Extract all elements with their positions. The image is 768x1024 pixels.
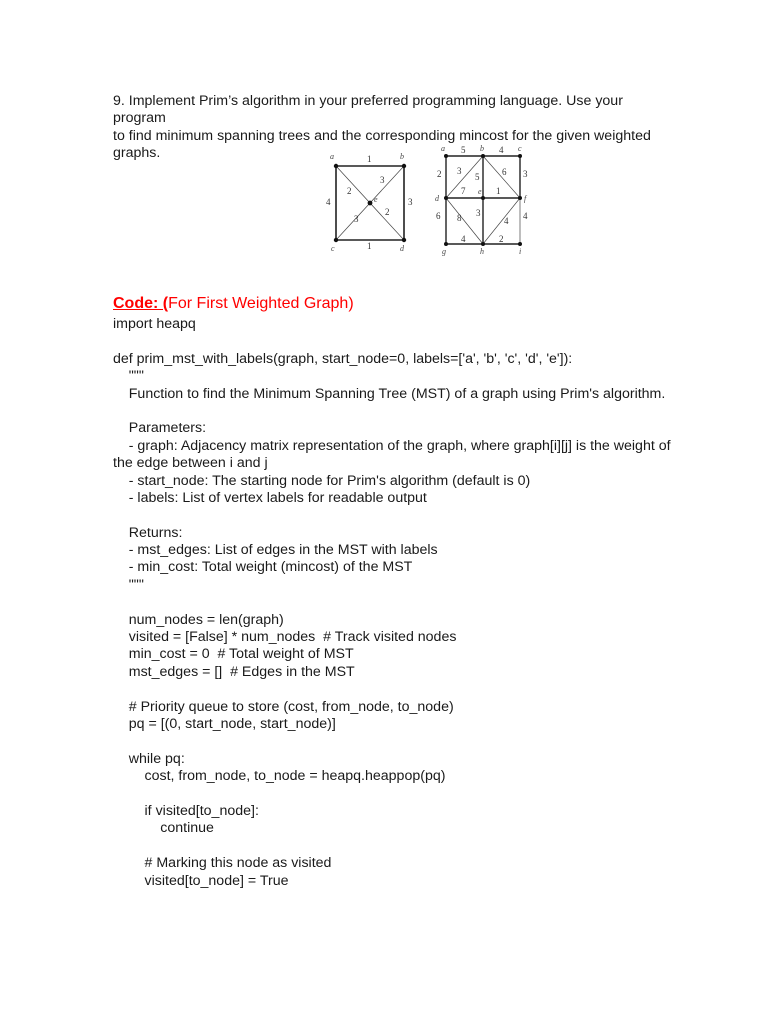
- edge-weight: 3: [380, 175, 385, 185]
- code-line: cost, from_node, to_node = heapq.heappop(pq): [113, 768, 446, 785]
- code-line: while pq:: [113, 750, 185, 767]
- edge-weight: 2: [385, 207, 390, 217]
- vertex-label: b: [400, 152, 404, 161]
- edge-weight: 3: [523, 169, 528, 179]
- vertex-label: a: [330, 152, 334, 161]
- edge-weight: 1: [496, 186, 501, 196]
- graph-figures: [0, 0, 768, 270]
- edge-weight: 4: [504, 216, 509, 226]
- vertex-label: a: [441, 144, 445, 153]
- vertex-label: b: [480, 144, 484, 153]
- edge-weight: 3: [354, 214, 359, 224]
- edge-weight: 5: [475, 172, 480, 182]
- vertex-label: c: [518, 144, 522, 153]
- code-line: # Priority queue to store (cost, from_node, to_node): [113, 698, 454, 715]
- code-line: [113, 786, 673, 803]
- code-line: visited = [False] * num_nodes # Track visited nodes: [113, 629, 457, 646]
- question-line: to find minimum spanning trees and the corresponding mincost for the given weighted: [113, 127, 651, 144]
- code-line: mst_edges = [] # Edges in the MST: [113, 663, 355, 680]
- vertex-label: c: [331, 244, 335, 253]
- edge-weight: 3: [457, 166, 462, 176]
- code-line: def prim_mst_with_labels(graph, start_node=0, labels=['a', 'b', 'c', 'd', 'e']):: [113, 350, 573, 367]
- edge-weight: 4: [523, 211, 528, 221]
- edge-weight: 2: [437, 169, 442, 179]
- vertex-label: g: [442, 247, 446, 256]
- graph-2-diagram: [432, 144, 538, 256]
- edge-weight: 6: [502, 167, 507, 177]
- edge-weight: 2: [347, 186, 352, 196]
- code-line: min_cost = 0 # Total weight of MST: [113, 646, 354, 663]
- vertex-label: e: [478, 187, 482, 196]
- code-line: the edge between i and j: [113, 455, 268, 472]
- edge-weight: 5: [461, 145, 466, 155]
- vertex-label: f: [524, 194, 527, 203]
- edge-weight: 3: [408, 197, 413, 207]
- edge-weight: 3: [476, 208, 481, 218]
- edge-weight: 7: [461, 186, 466, 196]
- code-line: - labels: List of vertex labels for readable output: [113, 489, 427, 506]
- code-line: [113, 333, 673, 350]
- code-line: Parameters:: [113, 420, 207, 437]
- edge-weight: 4: [326, 197, 331, 207]
- code-line: num_nodes = len(graph): [113, 611, 284, 628]
- code-line: - start_node: The starting node for Prim's algorithm (default is 0): [113, 472, 531, 489]
- code-line: - min_cost: Total weight (mincost) of the MST: [113, 559, 413, 576]
- code-block: [113, 316, 673, 890]
- code-line: """: [113, 368, 144, 385]
- edge-weight: 1: [367, 241, 372, 251]
- code-line: [113, 838, 673, 855]
- code-line: [113, 594, 673, 611]
- code-line: visited[to_node] = True: [113, 872, 289, 889]
- edge-weight: 4: [461, 234, 466, 244]
- vertex-label: d: [400, 244, 404, 253]
- graph-1-diagram: [322, 148, 422, 256]
- code-line: """: [113, 576, 144, 593]
- code-line: [113, 403, 673, 420]
- code-line: [113, 507, 673, 524]
- edge-weight: 4: [499, 145, 504, 155]
- code-heading-rest: For First Weighted Graph): [168, 295, 354, 312]
- edge-weight: 6: [436, 211, 441, 221]
- vertex-label: d: [435, 194, 439, 203]
- edge-weight: 1: [367, 154, 372, 164]
- code-line: continue: [113, 820, 214, 837]
- edge-weight: 2: [499, 234, 504, 244]
- code-line: if visited[to_node]:: [113, 802, 259, 819]
- vertex-label: e: [374, 195, 378, 204]
- code-line: import heapq: [113, 316, 196, 332]
- code-line: - mst_edges: List of edges in the MST with labels: [113, 542, 438, 559]
- code-heading-bold: Code: (: [113, 295, 169, 312]
- code-line: [113, 733, 673, 750]
- code-line: pq = [(0, start_node, start_node)]: [113, 715, 336, 732]
- code-line: [113, 681, 673, 698]
- vertex-label: h: [480, 247, 484, 256]
- code-line: Function to find the Minimum Spanning Tree (MST) of a graph using Prim's algorithm.: [113, 385, 666, 402]
- code-line: - graph: Adjacency matrix representation of the graph, where graph[i][j] is the weight of: [113, 437, 671, 454]
- code-heading: [113, 294, 354, 314]
- code-line: # Marking this node as visited: [113, 855, 332, 872]
- edge-weight: 8: [457, 213, 462, 223]
- vertex-label: i: [519, 247, 522, 256]
- question-line: graphs.: [113, 145, 161, 162]
- code-line: Returns:: [113, 524, 183, 541]
- question-line: 9. Implement Prim’s algorithm in your preferred programming language. Use your program: [113, 93, 623, 127]
